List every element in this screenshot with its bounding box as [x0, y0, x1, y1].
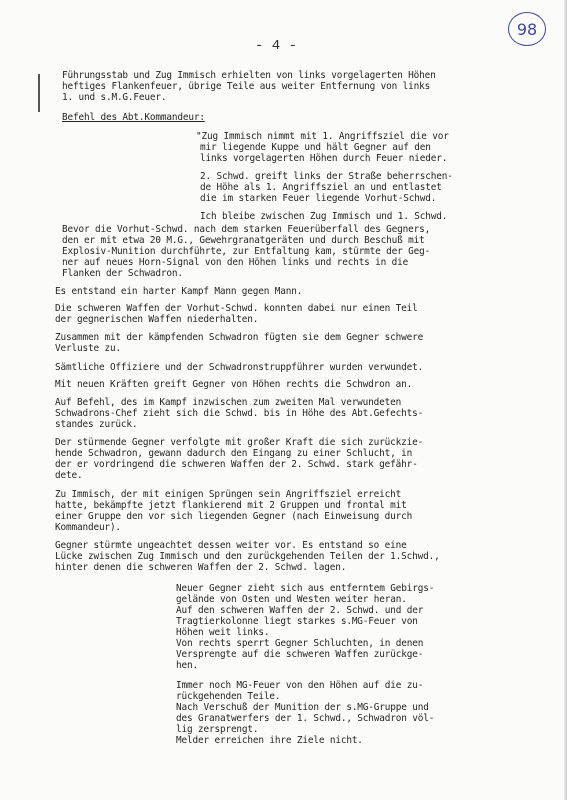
- text-line: Melder erreichen ihre Ziele nicht.: [176, 735, 363, 746]
- margin-pencil-mark: [38, 74, 40, 112]
- page-number: - 4 -: [255, 38, 298, 54]
- folio-number-mark: [508, 12, 546, 46]
- text-line: Mit neuen Kräften greift Gegner von Höhen rechts die Schwdron an.: [55, 379, 413, 390]
- text-line: "Zug Immisch nimmt mit 1. Angriffsziel die vor: [196, 131, 449, 142]
- text-line: ner auf neues Horn-Signal von den Höhen links und rechts in die: [62, 257, 409, 268]
- text-line: Verluste zu.: [55, 343, 121, 354]
- text-line: Nach Verschuß der Munition der s.MG-Gruppe und: [176, 702, 429, 713]
- text-line: hatte, bekämpfte jetzt flankierend mit 2 Gruppen und frontal mit: [55, 500, 407, 511]
- text-line: des Granatwerfers der 1. Schwd., Schwadron völ-: [176, 713, 435, 724]
- text-line: Immer noch MG-Feuer von den Höhen auf die zu-: [176, 680, 424, 691]
- text-line: rückgehenden Teile.: [176, 691, 281, 702]
- text-line: Flanken der Schwadron.: [62, 268, 183, 279]
- text-line: Von rechts sperrt Gegner Schluchten, in denen: [176, 638, 424, 649]
- text-line: Gegner stürmte ungeachtet dessen weiter vor. Es entstand so eine: [55, 540, 407, 551]
- text-line: Bevor die Vorhut-Schwd. nach dem starken Feuerüberfall des Gegners,: [62, 224, 431, 235]
- text-line: der gegnerischen Waffen niederhalten.: [55, 314, 259, 325]
- folio-number: 98: [516, 19, 538, 39]
- text-line: Tragtierkolonne liegt starkes s.MG-Feuer von: [176, 616, 418, 627]
- text-line: dete.: [55, 470, 83, 481]
- text-line: 1. und s.M.G.Feuer.: [62, 92, 167, 103]
- text-line: Explosiv-Munition durchführte, zur Entfaltung kam, stürmte der Geg-: [62, 246, 431, 257]
- text-line: hende Schwadron, gewann dadurch den Eingang zu einer Schlucht, in: [55, 448, 413, 459]
- text-line: 2. Schwd. greift links der Straße beherrschen-: [200, 171, 453, 182]
- text-line: Sämtliche Offiziere und der Schwadronstruppführer wurden verwundet.: [55, 362, 424, 373]
- text-line: lig zersprengt.: [176, 724, 259, 735]
- text-line: Der stürmende Gegner verfolgte mit großer Kraft die sich zurückzie-: [55, 437, 424, 448]
- text-line: de Höhe als 1. Angriffsziel an und entlastet: [200, 182, 442, 193]
- text-line: Versprengte auf die schweren Waffen zurückge-: [176, 649, 424, 660]
- text-line: einer Gruppe den vor sich liegenden Gegner (nach Einweisung durch: [55, 511, 413, 522]
- text-line: die im starken Feuer liegende Vorhut-Schwd.: [200, 193, 437, 204]
- text-line: Führungsstab und Zug Immisch erhielten von links vorgelagerten Höhen: [62, 70, 436, 81]
- text-line: hen.: [176, 660, 198, 671]
- text-line: der er vordringend die schweren Waffen der 2. Schwd. stark gefähr-: [55, 459, 418, 470]
- text-line: Zu Immisch, der mit einigen Sprüngen sein Angriffsziel erreicht: [55, 489, 402, 500]
- text-line: den er mit etwa 20 M.G., Gewehrgranatgeräten und durch Beschuß mit: [62, 235, 425, 246]
- text-line: links vorgelagerten Höhen durch Feuer nieder.: [200, 153, 448, 164]
- text-line: Schwadrons-Chef zieht sich die Schwd. bis in Höhe des Abt.Gefechts-: [55, 408, 424, 419]
- text-line: Kommandeur).: [55, 522, 121, 533]
- text-line: Auf Befehl, des im Kampf inzwischen zum zweiten Mal verwundeten: [55, 397, 402, 408]
- text-line: hinter denen die schweren Waffen der 2. Schwd. lagen.: [55, 562, 347, 573]
- text-line: Zusammen mit der kämpfenden Schwadron fügten sie dem Gegner schwere: [55, 332, 424, 343]
- text-line: Lücke zwischen Zug Immisch und den zurückgehenden Teilen der 1.Schwd.,: [55, 551, 440, 562]
- text-line: Es entstand ein harter Kampf Mann gegen Mann.: [55, 286, 303, 297]
- text-line: standes zurück.: [55, 419, 138, 430]
- text-line: Neuer Gegner zieht sich aus entferntem Gebirgs-: [176, 583, 435, 594]
- text-line: gelände von Osten und Westen weiter heran.: [176, 594, 407, 605]
- text-line: Höhen weit links.: [176, 627, 270, 638]
- text-line: Auf den schweren Waffen der 2. Schwd. und der: [176, 605, 424, 616]
- order-heading: Befehl des Abt.Kommandeur:: [62, 112, 205, 123]
- text-line: Die schweren Waffen der Vorhut-Schwd. konnten dabei nur einen Teil: [55, 303, 418, 314]
- text-line: Ich bleibe zwischen Zug Immisch und 1. Schwd.: [200, 211, 448, 222]
- text-line: mir liegende Kuppe und hält Gegner auf den: [200, 142, 431, 153]
- text-line: heftiges Flankenfeuer, übrige Teile aus weiter Entfernung von links: [62, 81, 431, 92]
